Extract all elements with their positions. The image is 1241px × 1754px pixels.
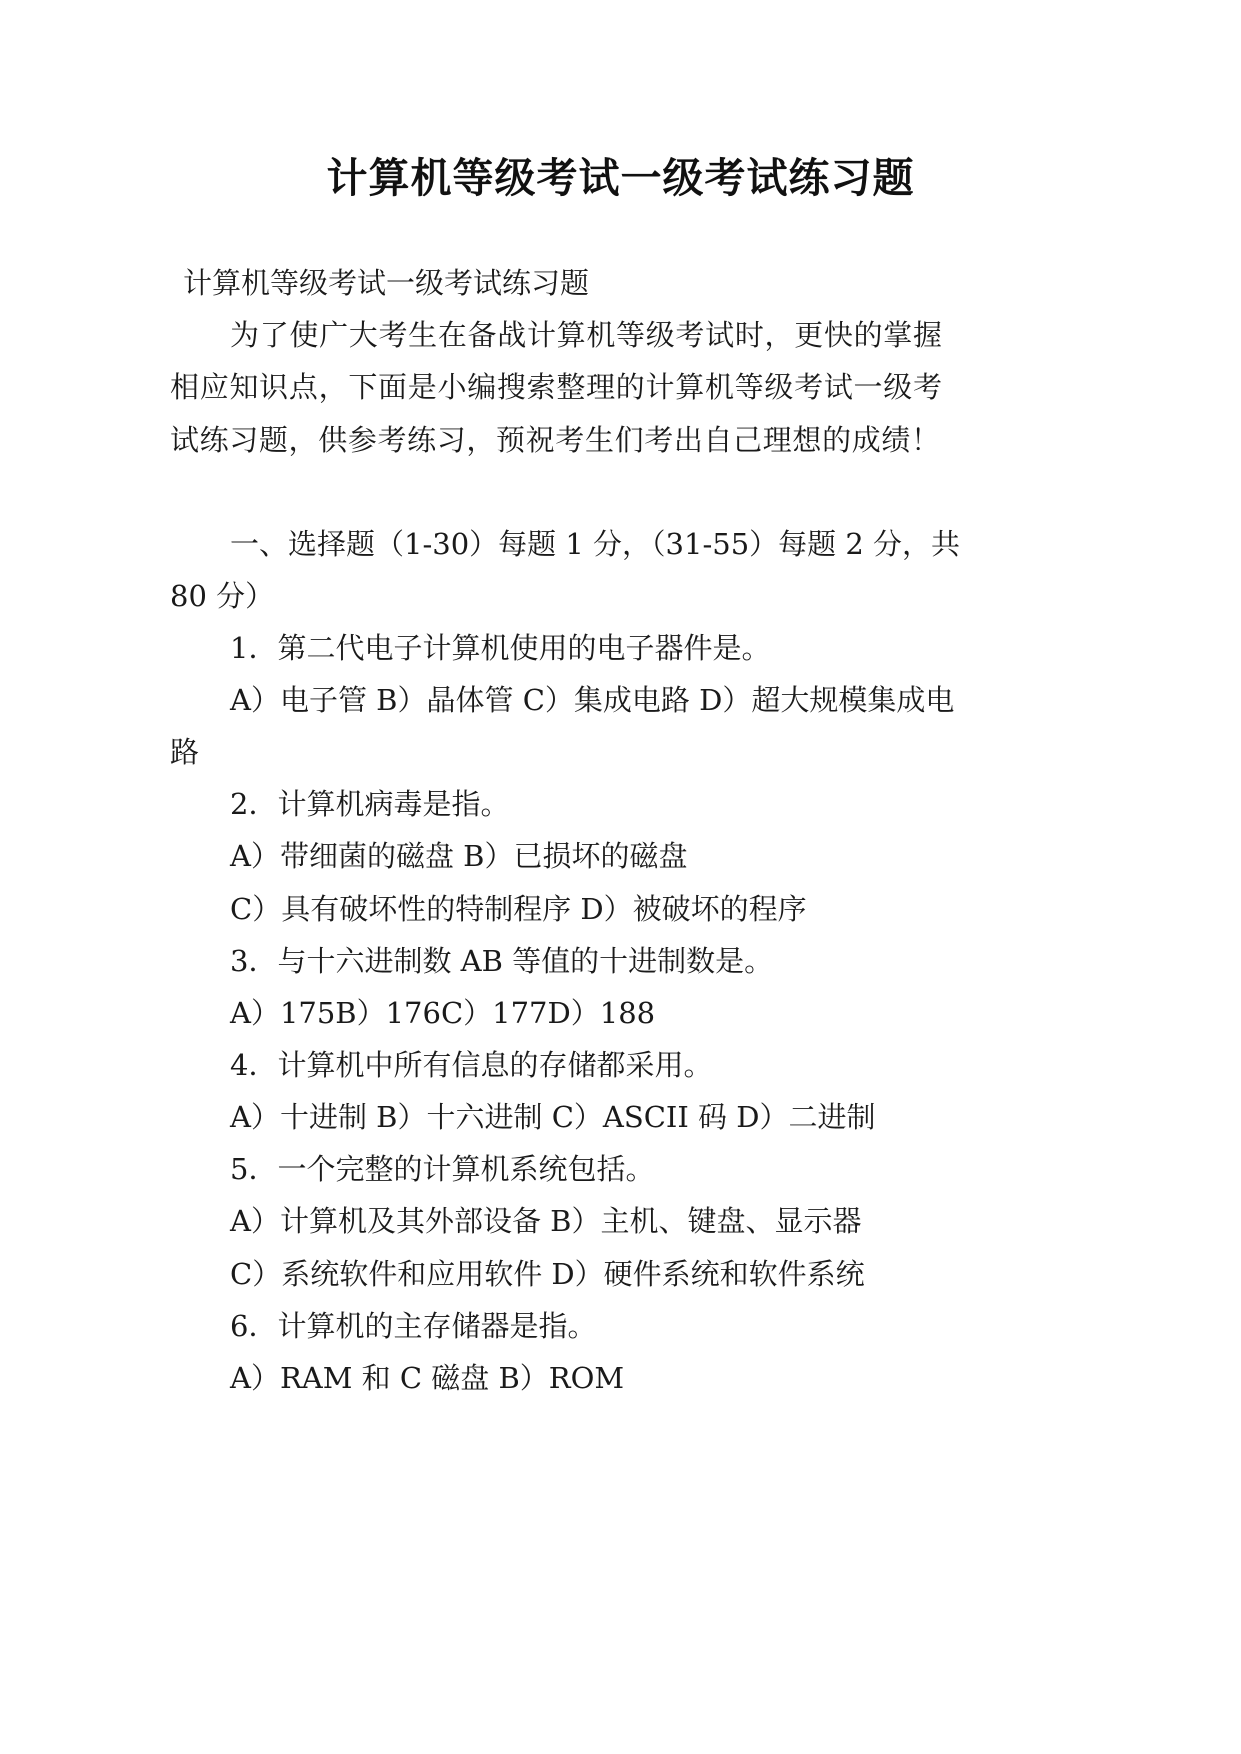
question-text: 2．计算机病毒是指。 (230, 787, 510, 821)
answer-options: A）RAM 和 C 磁盘 B）ROM (230, 1361, 625, 1395)
question-text: 1．第二代电子计算机使用的电子器件是。 (230, 631, 771, 665)
intro-line: 试练习题，供参考练习，预祝考生们考出自己理想的成绩！ (170, 423, 940, 457)
question-text: 5．一个完整的计算机系统包括。 (230, 1152, 655, 1186)
question-text: 3．与十六进制数 AB 等值的十进制数是。 (230, 944, 774, 978)
question-text: 6．计算机的主存储器是指。 (230, 1309, 597, 1343)
section-heading-line: 80 分） (170, 579, 275, 613)
answer-options: A）175B）176C）177D）188 (230, 996, 656, 1030)
intro-line: 为了使广大考生在备战计算机等级考试时，更快的掌握 (230, 318, 942, 352)
intro-line: 相应知识点，下面是小编搜索整理的计算机等级考试一级考 (170, 370, 942, 404)
answer-options: A）十进制 B）十六进制 C）ASCII 码 D）二进制 (230, 1100, 876, 1134)
answer-options: A）计算机及其外部设备 B）主机、键盘、显示器 (230, 1204, 862, 1238)
answer-options: C）系统软件和应用软件 D）硬件系统和软件系统 (230, 1257, 865, 1291)
document-title: 计算机等级考试一级考试练习题 (326, 154, 915, 202)
answer-options: C）具有破坏性的特制程序 D）被破坏的程序 (230, 892, 807, 926)
answer-options: A）带细菌的磁盘 B）已损坏的磁盘 (230, 839, 688, 873)
answer-options-continued: 路 (170, 735, 200, 769)
question-text: 4．计算机中所有信息的存储都采用。 (230, 1048, 713, 1082)
section-heading-line: 一、选择题（1-30）每题 1 分，（31-55）每题 2 分，共 (230, 527, 961, 561)
answer-options: A）电子管 B）晶体管 C）集成电路 D）超大规模集成电 (230, 683, 955, 717)
document-subtitle: 计算机等级考试一级考试练习题 (183, 266, 590, 300)
